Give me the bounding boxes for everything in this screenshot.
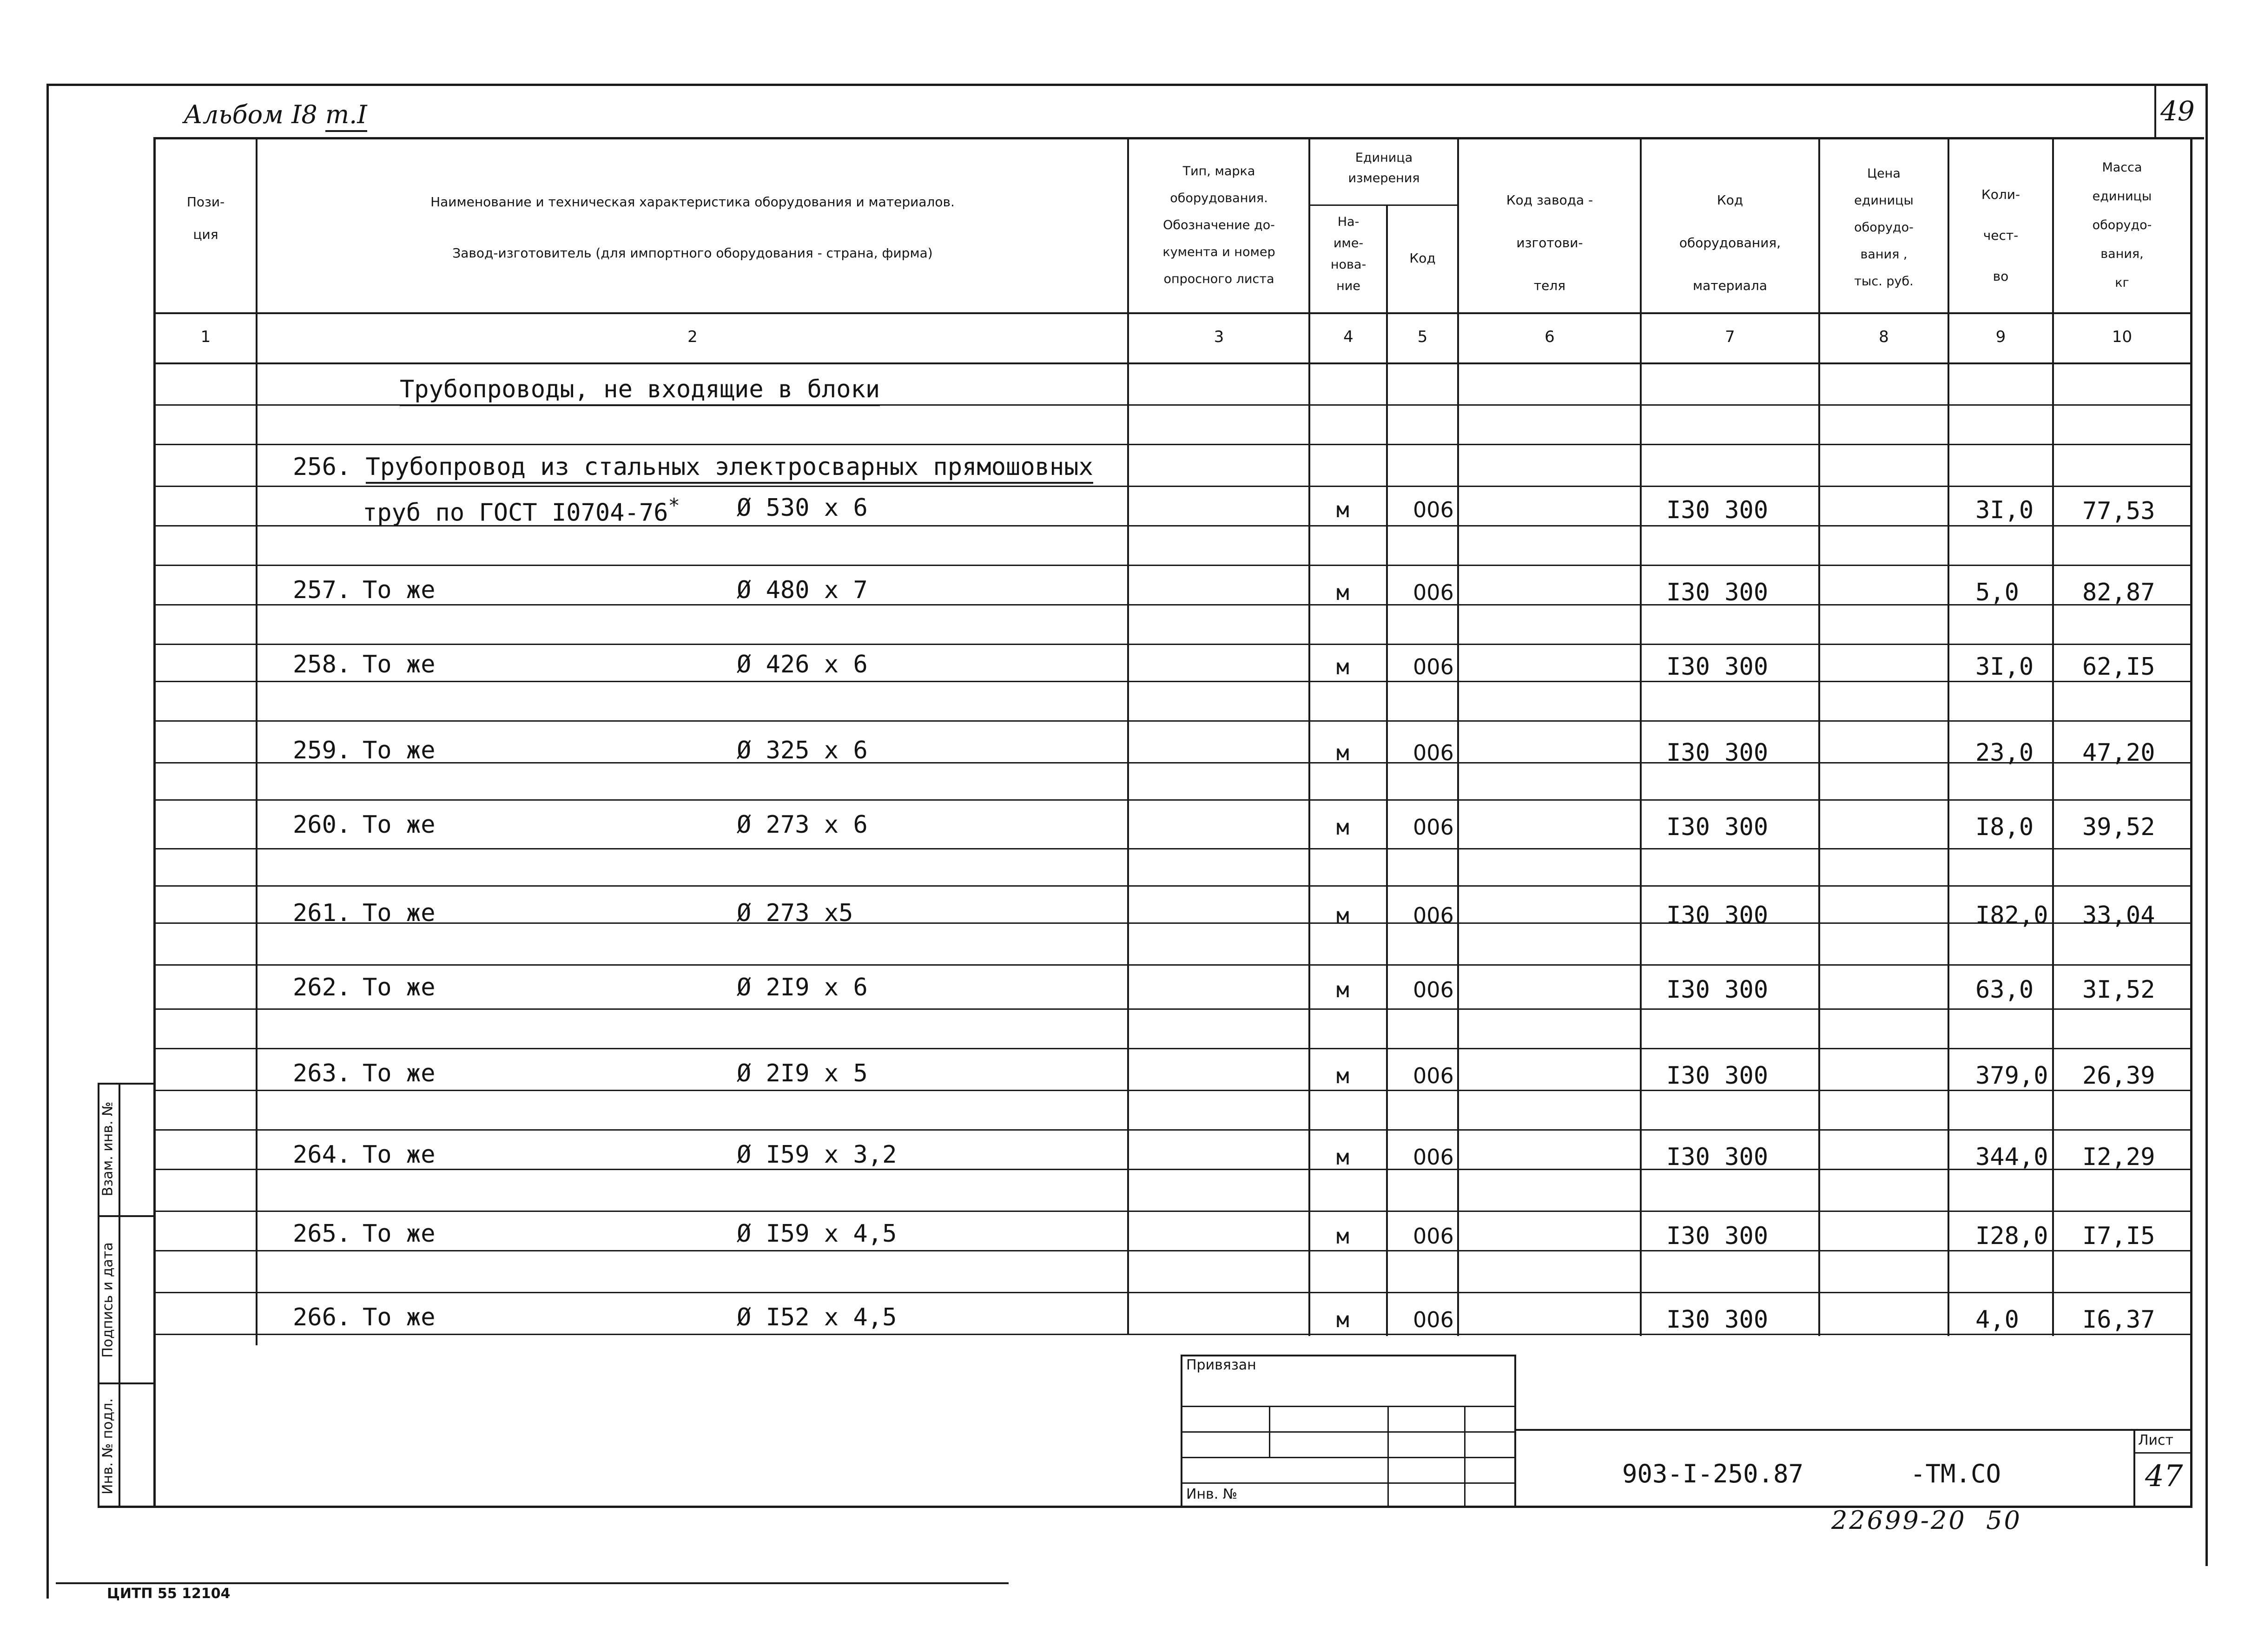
item-256-mat-code: I30 300 — [1666, 496, 1769, 524]
item-dim: Ø 2I9 x 6 — [737, 974, 868, 1001]
item-unit: м — [1336, 903, 1349, 928]
col-divider-6 — [1640, 137, 1642, 1336]
row-line — [153, 885, 2190, 887]
header-name: Наименование и техническая характеристика оборудования и материалов. Завод-изготовитель (для импортного оборудования - страна, фирма) — [430, 194, 955, 261]
item-qty: I82,0 — [1975, 902, 2048, 929]
row-line — [153, 848, 2190, 849]
row-line — [153, 1090, 2190, 1091]
stamp-col-3 — [1464, 1406, 1466, 1508]
sheet-label: Лист — [2138, 1432, 2174, 1448]
item-mat-code: I30 300 — [1666, 902, 1769, 929]
header-type: Тип, марка оборудования. Обозначение до- кумента и номер опросного листа — [1162, 164, 1275, 286]
row-line — [153, 444, 2190, 445]
row-line — [153, 681, 2190, 682]
item-name: То же — [363, 811, 436, 839]
item-name: То же — [363, 974, 436, 1001]
item-name: То же — [363, 576, 436, 604]
stamp-inv-no: Инв. № — [1186, 1486, 1238, 1502]
row-line — [153, 799, 2190, 801]
item-unit: м — [1336, 1063, 1349, 1088]
item-mat-code: I30 300 — [1666, 813, 1769, 841]
stamp-privyazan: Привязан — [1186, 1357, 1256, 1373]
header-unit: Единица измерения — [1348, 151, 1420, 185]
item-name: То же — [363, 899, 436, 927]
item-code: 006 — [1413, 1145, 1454, 1170]
item-name: То же — [363, 651, 436, 678]
item-unit: м — [1336, 1307, 1349, 1332]
item-dim: Ø I52 x 4,5 — [737, 1303, 897, 1331]
row-line — [153, 1129, 2190, 1131]
item-mat-code: I30 300 — [1666, 1306, 1769, 1334]
item-pos: 264. — [293, 1141, 351, 1169]
title-block-top — [1514, 1429, 2191, 1431]
side-stamp-div1 — [98, 1215, 156, 1217]
col-number-6: 6 — [1545, 328, 1555, 346]
item-pos: 265. — [293, 1220, 351, 1248]
item-mass: I7,I5 — [2082, 1222, 2155, 1250]
header-price: Цена единицы оборудо- вания , тыс. руб. — [1854, 166, 1914, 289]
col-number-4: 4 — [1343, 328, 1353, 346]
item-qty: 4,0 — [1975, 1306, 2019, 1334]
item-code: 006 — [1413, 740, 1454, 765]
col-number-10: 10 — [2112, 328, 2133, 346]
item-256-star: * — [668, 494, 680, 517]
item-qty: 23,0 — [1975, 739, 2034, 767]
side-inv-podl: Инв. № подл. — [99, 1398, 116, 1494]
item-code: 006 — [1413, 1063, 1454, 1088]
unit-sub-line — [1308, 204, 1457, 206]
footer-stamp: ЦИТП 55 12104 — [107, 1586, 231, 1602]
item-pos: 258. — [293, 651, 351, 678]
row-line — [153, 720, 2190, 722]
item-code: 006 — [1413, 1307, 1454, 1332]
item-mass: 3I,52 — [2082, 976, 2155, 1004]
item-dim: Ø 273 x 6 — [737, 811, 868, 839]
row-line — [153, 1048, 2190, 1049]
row-line — [153, 1008, 2190, 1010]
outer-frame-left — [46, 84, 49, 1599]
item-dim: Ø 2I9 x 5 — [737, 1060, 868, 1087]
row-line — [153, 644, 2190, 645]
item-qty: 63,0 — [1975, 976, 2034, 1004]
item-pos: 260. — [293, 811, 351, 839]
item-code: 006 — [1413, 580, 1454, 605]
col-number-5: 5 — [1417, 328, 1428, 346]
item-256-qty: 3I,0 — [1975, 496, 2034, 524]
row-line — [153, 1169, 2190, 1170]
item-dim: Ø 273 x5 — [737, 899, 853, 927]
item-256-mass: 77,53 — [2082, 497, 2155, 525]
col-divider-8 — [1948, 137, 1949, 1336]
item-256-name-line2: труб по ГОСТ I0704-76 — [363, 499, 668, 527]
item-code: 006 — [1413, 815, 1454, 840]
item-name: То же — [363, 737, 436, 764]
stamp-outer-top — [1181, 1355, 1515, 1356]
header-unit-code: Код — [1409, 250, 1436, 266]
item-dim: Ø I59 x 4,5 — [737, 1220, 897, 1248]
item-mass: 26,39 — [2082, 1062, 2155, 1090]
col-number-1: 1 — [200, 328, 211, 346]
item-dim: Ø I59 x 3,2 — [737, 1141, 897, 1169]
col-divider-3 — [1308, 137, 1310, 1336]
side-stamp-left — [98, 1083, 99, 1508]
item-qty: 344,0 — [1975, 1143, 2048, 1171]
item-dim: Ø 325 x 6 — [737, 737, 868, 764]
item-256-pos: 256. — [293, 453, 351, 481]
header-position: Пози- ция — [186, 194, 225, 242]
item-dim: Ø 480 x 7 — [737, 576, 868, 604]
side-inv-vzam: Взам. инв. № — [99, 1101, 116, 1197]
col-divider-2 — [1127, 137, 1129, 1334]
row-line — [153, 1292, 2190, 1293]
sheet-box-divider — [2133, 1452, 2192, 1454]
top-page-number: 49 — [2160, 95, 2195, 127]
item-qty: I8,0 — [1975, 813, 2034, 841]
outer-frame-bottom — [56, 1582, 1009, 1584]
row-line — [153, 762, 2190, 763]
side-sign-date: Подпись и дата — [99, 1242, 116, 1358]
col-divider-4 — [1386, 204, 1388, 1336]
item-pos: 261. — [293, 899, 351, 927]
sheet-box-left — [2133, 1429, 2135, 1506]
col-number-7: 7 — [1725, 328, 1735, 346]
col-number-3: 3 — [1214, 328, 1224, 346]
col-number-9: 9 — [1995, 328, 2006, 346]
row-line — [153, 1250, 2190, 1251]
outer-frame-right — [2205, 84, 2208, 1566]
table-top — [153, 137, 2204, 139]
item-mat-code: I30 300 — [1666, 579, 1769, 606]
item-pos: 262. — [293, 974, 351, 1001]
doc-suffix: -ТМ.СО — [1910, 1459, 2001, 1488]
item-mass: 39,52 — [2082, 813, 2155, 841]
album-label: Альбом I8 т.I — [184, 100, 367, 129]
row-line — [153, 1334, 2190, 1335]
sheet-number: 47 — [2145, 1459, 2183, 1494]
item-256-line1 — [293, 453, 1093, 481]
col-divider-1 — [256, 137, 257, 1345]
item-mass: 47,20 — [2082, 739, 2155, 767]
item-qty: 5,0 — [1975, 579, 2019, 606]
col-divider-7 — [1818, 137, 1820, 1336]
item-256-name-line1: Трубопровод из стальных электросварных прямошовных — [366, 453, 1093, 484]
item-qty: I28,0 — [1975, 1222, 2048, 1250]
col-divider-9 — [2052, 137, 2054, 1336]
item-mass: I6,37 — [2082, 1306, 2155, 1334]
item-unit: м — [1336, 815, 1349, 840]
item-256-code: 006 — [1413, 497, 1454, 522]
item-code: 006 — [1413, 903, 1454, 928]
header-bottom-line — [153, 312, 2190, 314]
item-qty: 379,0 — [1975, 1062, 2048, 1090]
section-title: Трубопроводы, не входящие в блоки — [400, 375, 880, 406]
item-name: То же — [363, 1220, 436, 1248]
item-pos: 266. — [293, 1303, 351, 1331]
item-unit: м — [1336, 977, 1349, 1002]
row-line — [153, 964, 2190, 966]
row-line — [153, 604, 2190, 606]
col-number-2: 2 — [687, 328, 698, 346]
item-mat-code: I30 300 — [1666, 1062, 1769, 1090]
item-mass: 33,04 — [2082, 902, 2155, 929]
item-qty: 3I,0 — [1975, 653, 2034, 681]
doc-code: 903-I-250.87 — [1622, 1459, 1804, 1488]
header-mass: Масса единицы оборудо- вания, кг — [2092, 160, 2152, 290]
item-name: То же — [363, 1303, 436, 1331]
header-quantity: Коли- чест- во — [1981, 187, 2020, 284]
item-mat-code: I30 300 — [1666, 653, 1769, 681]
item-256-dim: Ø 530 x 6 — [737, 494, 868, 522]
col-divider-5 — [1457, 137, 1459, 1336]
header-equipment-code: Код оборудования, материала — [1679, 192, 1781, 293]
outer-frame-top — [46, 84, 2205, 86]
side-stamp-mid — [119, 1083, 120, 1508]
item-name: То же — [363, 1060, 436, 1087]
item-name: То же — [363, 1141, 436, 1169]
item-unit: м — [1336, 1224, 1349, 1249]
col-number-8: 8 — [1879, 328, 1889, 346]
item-mass: 62,I5 — [2082, 653, 2155, 681]
header-factory-code: Код завода - изготови- теля — [1506, 192, 1593, 293]
item-code: 006 — [1413, 977, 1454, 1002]
item-mat-code: I30 300 — [1666, 1143, 1769, 1171]
header-unit-name: На- име- нова- ние — [1330, 215, 1367, 293]
row-line — [153, 565, 2190, 566]
item-256-unit: м — [1336, 497, 1349, 522]
item-mass: 82,87 — [2082, 579, 2155, 606]
item-unit: м — [1336, 654, 1349, 679]
item-pos: 263. — [293, 1060, 351, 1087]
table-right — [2190, 137, 2192, 1508]
item-mat-code: I30 300 — [1666, 976, 1769, 1004]
item-mat-code: I30 300 — [1666, 739, 1769, 767]
page-num-box-left — [2154, 84, 2156, 137]
row-line — [153, 486, 2190, 487]
reg-number: 22699-20 50 — [1831, 1506, 2022, 1535]
row-line — [153, 1211, 2190, 1212]
item-pos: 257. — [293, 576, 351, 604]
item-mat-code: I30 300 — [1666, 1222, 1769, 1250]
row-line — [153, 922, 2190, 924]
colnum-bottom-line — [153, 362, 2190, 364]
item-pos: 259. — [293, 737, 351, 764]
item-256-line2 — [363, 494, 680, 527]
item-unit: м — [1336, 1145, 1349, 1170]
stamp-col-2 — [1387, 1406, 1389, 1508]
item-code: 006 — [1413, 1224, 1454, 1249]
item-unit: м — [1336, 740, 1349, 765]
item-code: 006 — [1413, 654, 1454, 679]
item-mass: I2,29 — [2082, 1143, 2155, 1171]
stamp-col-1 — [1269, 1406, 1270, 1457]
item-unit: м — [1336, 580, 1349, 605]
item-dim: Ø 426 x 6 — [737, 651, 868, 678]
